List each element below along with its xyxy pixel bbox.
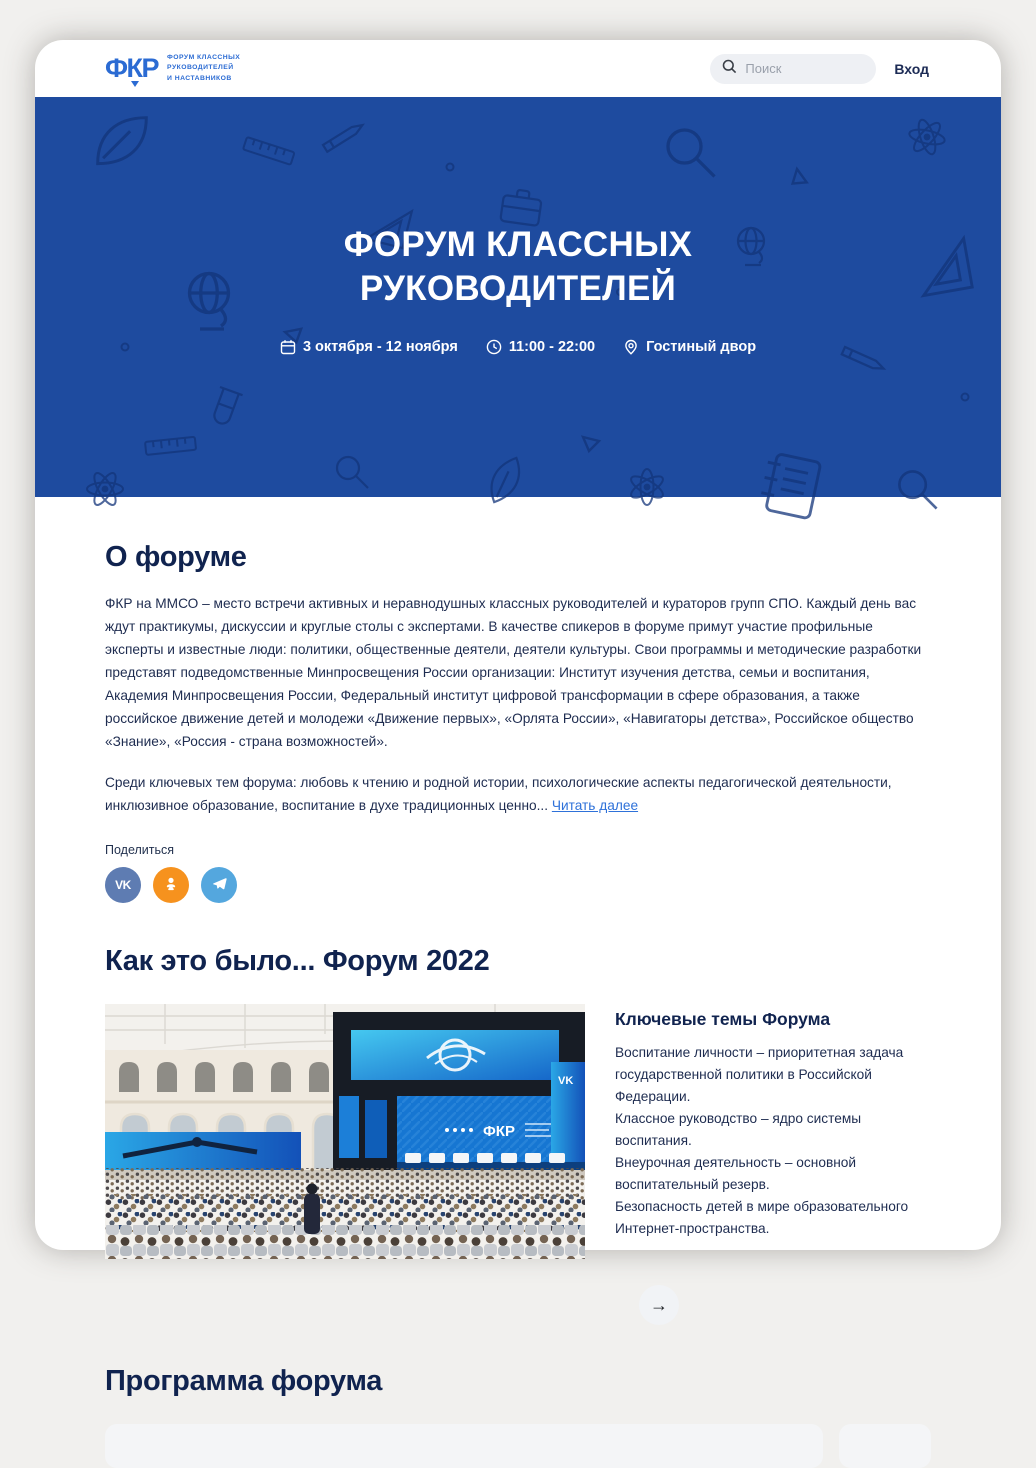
recap-title: Как это было... Форум 2022 bbox=[105, 945, 490, 978]
search-box[interactable] bbox=[710, 54, 876, 84]
vk-icon: VK bbox=[115, 878, 131, 893]
login-link[interactable]: Вход bbox=[894, 60, 929, 77]
clock-icon bbox=[486, 339, 502, 355]
conference-photo bbox=[105, 1004, 585, 1259]
hero-time bbox=[486, 339, 595, 355]
conference-photo-illustration bbox=[105, 1004, 585, 1259]
hero-banner bbox=[35, 97, 1001, 497]
topic-item: Внеурочная деятельность – основной воспитательный резерв. bbox=[615, 1154, 857, 1192]
about-paragraph-2 bbox=[105, 771, 935, 817]
program-section bbox=[105, 1365, 935, 1468]
photo-vk-logo-text: VK bbox=[558, 1075, 574, 1088]
telegram-icon bbox=[211, 875, 228, 895]
about-title: О форуме bbox=[105, 541, 247, 573]
hero-content bbox=[35, 97, 1001, 355]
hero-title-line2: РУКОВОДИТЕЛЕЙ bbox=[359, 269, 677, 309]
site-header bbox=[35, 40, 1001, 97]
main-content bbox=[35, 541, 1001, 1468]
hero-date-text: 3 октября - 12 ноября bbox=[302, 338, 458, 355]
header-actions bbox=[710, 54, 929, 84]
recap-topics-column bbox=[615, 1004, 935, 1325]
share-buttons bbox=[105, 867, 935, 903]
hero-date bbox=[280, 339, 458, 355]
hero-time-text: 11:00 - 22:00 bbox=[508, 338, 596, 355]
program-filter-row bbox=[105, 1424, 935, 1468]
hero-title-line1: ФОРУМ КЛАССНЫХ bbox=[343, 225, 693, 264]
read-more-link[interactable]: Читать далее bbox=[551, 798, 639, 814]
hero-title bbox=[35, 223, 1001, 312]
search-icon bbox=[722, 59, 737, 79]
topic-item: Безопасность детей в мире образовательного Интернет-пространства. bbox=[615, 1198, 909, 1236]
logo-subtitle-line: И НАСТАВНИКОВ bbox=[167, 74, 232, 82]
program-filter-button[interactable] bbox=[839, 1424, 931, 1468]
topic-item: Классное руководство – ядро системы воспитания. bbox=[615, 1110, 862, 1148]
share-telegram-button[interactable] bbox=[201, 867, 237, 903]
logo-subtitle bbox=[167, 53, 240, 84]
recap-section bbox=[105, 945, 935, 1325]
topics-title: Ключевые темы Форума bbox=[615, 1009, 831, 1030]
about-section bbox=[105, 541, 935, 903]
hero-venue-text: Гостиный двор bbox=[646, 338, 757, 355]
photo-stage-logo-text: ФКР bbox=[483, 1123, 515, 1141]
program-title: Программа форума bbox=[105, 1365, 383, 1398]
share-ok-button[interactable] bbox=[153, 867, 189, 903]
odnoklassniki-icon bbox=[163, 876, 179, 895]
page-card bbox=[35, 40, 1001, 1398]
calendar-icon bbox=[280, 339, 296, 355]
location-icon bbox=[623, 339, 639, 355]
about-paragraph-1: ФКР на ММСО – место встречи активных и неравнодушных классных руководителей и кураторов групп СПО. Каждый день вас ждут практикумы, дискуссии и круглые столы с экспертами. В качестве спикеров в форуме примут участие профильные эксперты и известные люди: политики, общественные деятели, деятели культуры. Свои программы и методические разработки представят подведомственные Минпросвещения России организации: Институт изучения детства, семьи и воспитания, Академия Минпросвещения России, Федеральный институт цифровой трансформации в сфере образования, а также российское движение детей и молодежи «Движение первых», «Орлята России», «Навигаторы детства», Российское общество «Знание», «Россия - страна возможностей». bbox=[105, 596, 922, 750]
next-slide-button[interactable] bbox=[639, 1285, 679, 1325]
recap-row bbox=[105, 1004, 935, 1325]
program-filter-bar[interactable] bbox=[105, 1424, 823, 1468]
about-paragraph-2-text: Среди ключевых тем форума: любовь к чтению и родной истории, психологические аспекты педагогической деятельности, инклюзивное образование, воспитание в духе традиционных ценно... bbox=[105, 775, 892, 814]
hero-venue bbox=[623, 339, 756, 355]
share-vk-button[interactable] bbox=[105, 867, 141, 903]
logo-subtitle-line: РУКОВОДИТЕЛЕЙ bbox=[167, 64, 234, 72]
search-input[interactable] bbox=[745, 61, 855, 76]
logo-subtitle-line: ФОРУМ КЛАССНЫХ bbox=[167, 54, 241, 62]
arrow-right-icon: → bbox=[650, 1294, 668, 1315]
logo-mark: ФКР bbox=[105, 53, 159, 83]
site-logo[interactable] bbox=[105, 53, 240, 84]
share-label: Поделиться bbox=[105, 843, 175, 858]
hero-meta bbox=[35, 339, 1001, 355]
topic-item: Воспитание личности – приоритетная задача государственной политики в Российской Федерации. bbox=[615, 1045, 904, 1104]
